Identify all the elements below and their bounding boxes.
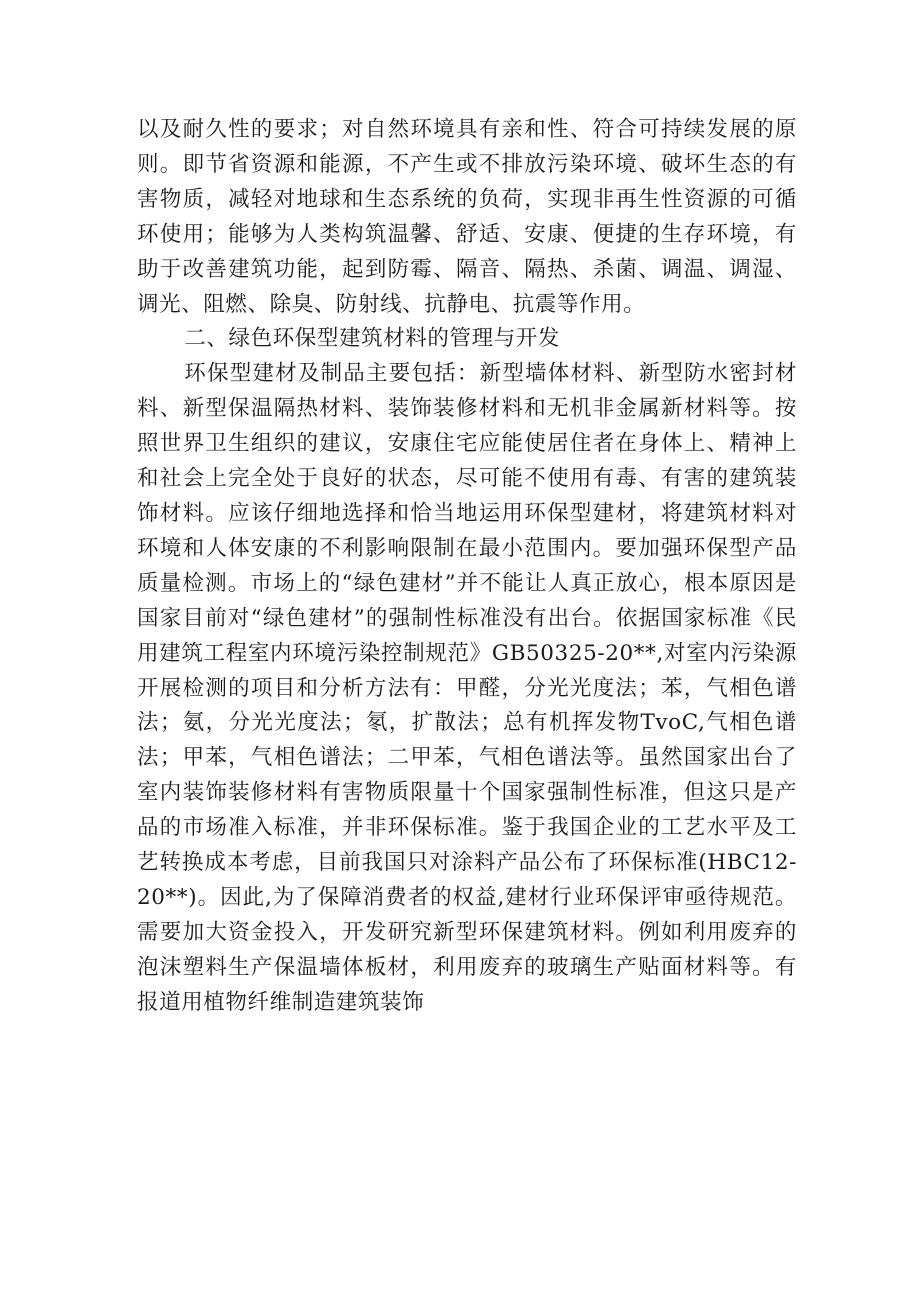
paragraph-continued: 以及耐久性的要求；对自然环境具有亲和性、符合可持续发展的原则。即节省资源和能源，不产生或不排放污染环境、破坏生态的有害物质，减轻对地球和生态系统的负荷，实现非再生性资源的可循环使用；能够为人类构筑温馨、舒适、安康、便捷的生存环境，有助于改善建筑功能，起到防霉、隔音、隔热、杀菌、调温、调湿、调光、阻燃、除臭、防射线、抗静电、抗震等作用。 xyxy=(137,117,797,317)
paragraph-main: 环保型建材及制品主要包括：新型墙体材料、新型防水密封材料、新型保温隔热材料、装饰装修材料和无机非金属新材料等。按照世界卫生组织的建议，安康住宅应能使居住者在身体上、精神上和社会上完全处于良好的状态，尽可能不使用有毒、有害的建筑装饰材料。应该仔细地选择和恰当地运用环保型建材，将建筑材料对环境和人体安康的不利影响限制在最小范围内。要加强环保型产品质量检测。市场上的“绿色建材”并不能让人真正放心，根本原因是国家目前对“绿色建材”的强制性标准没有出台。依据国家标准《民用建筑工程室内环境污染控制规范》GB50325-20**,对室内污染源开展检测的项目和分析方法有：甲醛，分光光度法；苯，气相色谱法；氨，分光光度法；氡，扩散法；总有机挥发物TvoC,气相色谱法；甲苯，气相色谱法；二甲苯，气相色谱法等。虽然国家出台了室内装饰装修材料有害物质限量十个国家强制性标准，但这只是产品的市场准入标准，并非环保标准。鉴于我国企业的工艺水平及工艺转换成本考虑，目前我国只对涂料产品公布了环保标准(HBC12-20**)。因此,为了保障消费者的权益,建材行业环保评审亟待规范。需要加大资金投入，开发研究新型环保建筑材料。例如利用废弃的泡沫塑料生产保温墙体板材，利用废弃的玻璃生产贴面材料等。有报道用植物纤维制造建筑装饰 xyxy=(137,361,797,1015)
section-heading: 二、绿色环保型建筑材料的管理与开发 xyxy=(184,326,560,352)
document-body xyxy=(137,113,797,1021)
